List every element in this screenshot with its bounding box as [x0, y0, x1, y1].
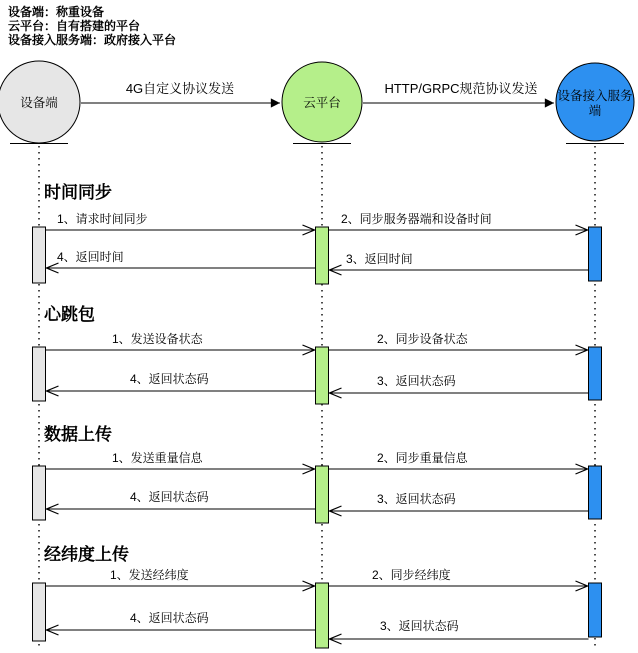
message-label: 2、同步经纬度: [372, 568, 451, 582]
message-label: 1、发送设备状态: [112, 332, 203, 346]
message-label: 3、返回状态码: [377, 492, 456, 506]
activation-bar-server: [589, 227, 602, 281]
message-label: 2、同步设备状态: [377, 332, 468, 346]
activation-bar-cloud: [316, 347, 329, 404]
message-label: 3、返回状态码: [377, 374, 456, 388]
message-label: 1、请求时间同步: [57, 212, 148, 226]
activation-bar-server: [589, 466, 602, 519]
server-node-label-line2: 端: [588, 104, 602, 118]
section-title-data-upload: 数据上传: [44, 425, 112, 444]
message-label: 3、返回状态码: [380, 619, 459, 633]
message-label: 4、返回状态码: [130, 372, 209, 386]
activation-bar-device: [33, 583, 46, 641]
activation-bar-device: [33, 347, 46, 401]
legend-line-device: 设备端：称重设备: [8, 5, 105, 19]
activation-bar-cloud: [316, 227, 329, 284]
section-title-heartbeat: 心跳包: [44, 305, 95, 324]
message-label: 4、返回时间: [57, 250, 124, 264]
activation-bar-server: [589, 347, 602, 400]
message-label: 4、返回状态码: [130, 490, 209, 504]
activation-bar-device: [33, 227, 46, 283]
section-title-latlng-upload: 经纬度上传: [44, 545, 129, 564]
activation-bar-device: [33, 466, 46, 520]
message-label: 2、同步重量信息: [377, 451, 468, 465]
message-label: 1、发送重量信息: [112, 451, 203, 465]
cloud-node-label: 云平台: [303, 96, 341, 110]
section-title-time-sync: 时间同步: [44, 183, 112, 202]
activation-bar-cloud: [316, 583, 329, 648]
legend-line-cloud: 云平台：自有搭建的平台: [8, 19, 141, 33]
protocol-label-4g: 4G自定义协议发送: [125, 81, 235, 96]
message-label: 2、同步服务器端和设备时间: [341, 212, 492, 226]
protocol-label-http-grpc: HTTP/GRPC规范协议发送: [384, 81, 538, 96]
message-label: 3、返回时间: [346, 252, 413, 266]
activation-bar-server: [589, 583, 602, 637]
server-node-label-line1: 设备接入服务: [557, 89, 633, 103]
message-label: 1、发送经纬度: [110, 568, 189, 582]
activation-bar-cloud: [316, 466, 329, 523]
device-node-label: 设备端: [20, 96, 58, 110]
message-label: 4、返回状态码: [130, 611, 209, 625]
legend-line-server: 设备接入服务端：政府接入平台: [8, 33, 177, 47]
